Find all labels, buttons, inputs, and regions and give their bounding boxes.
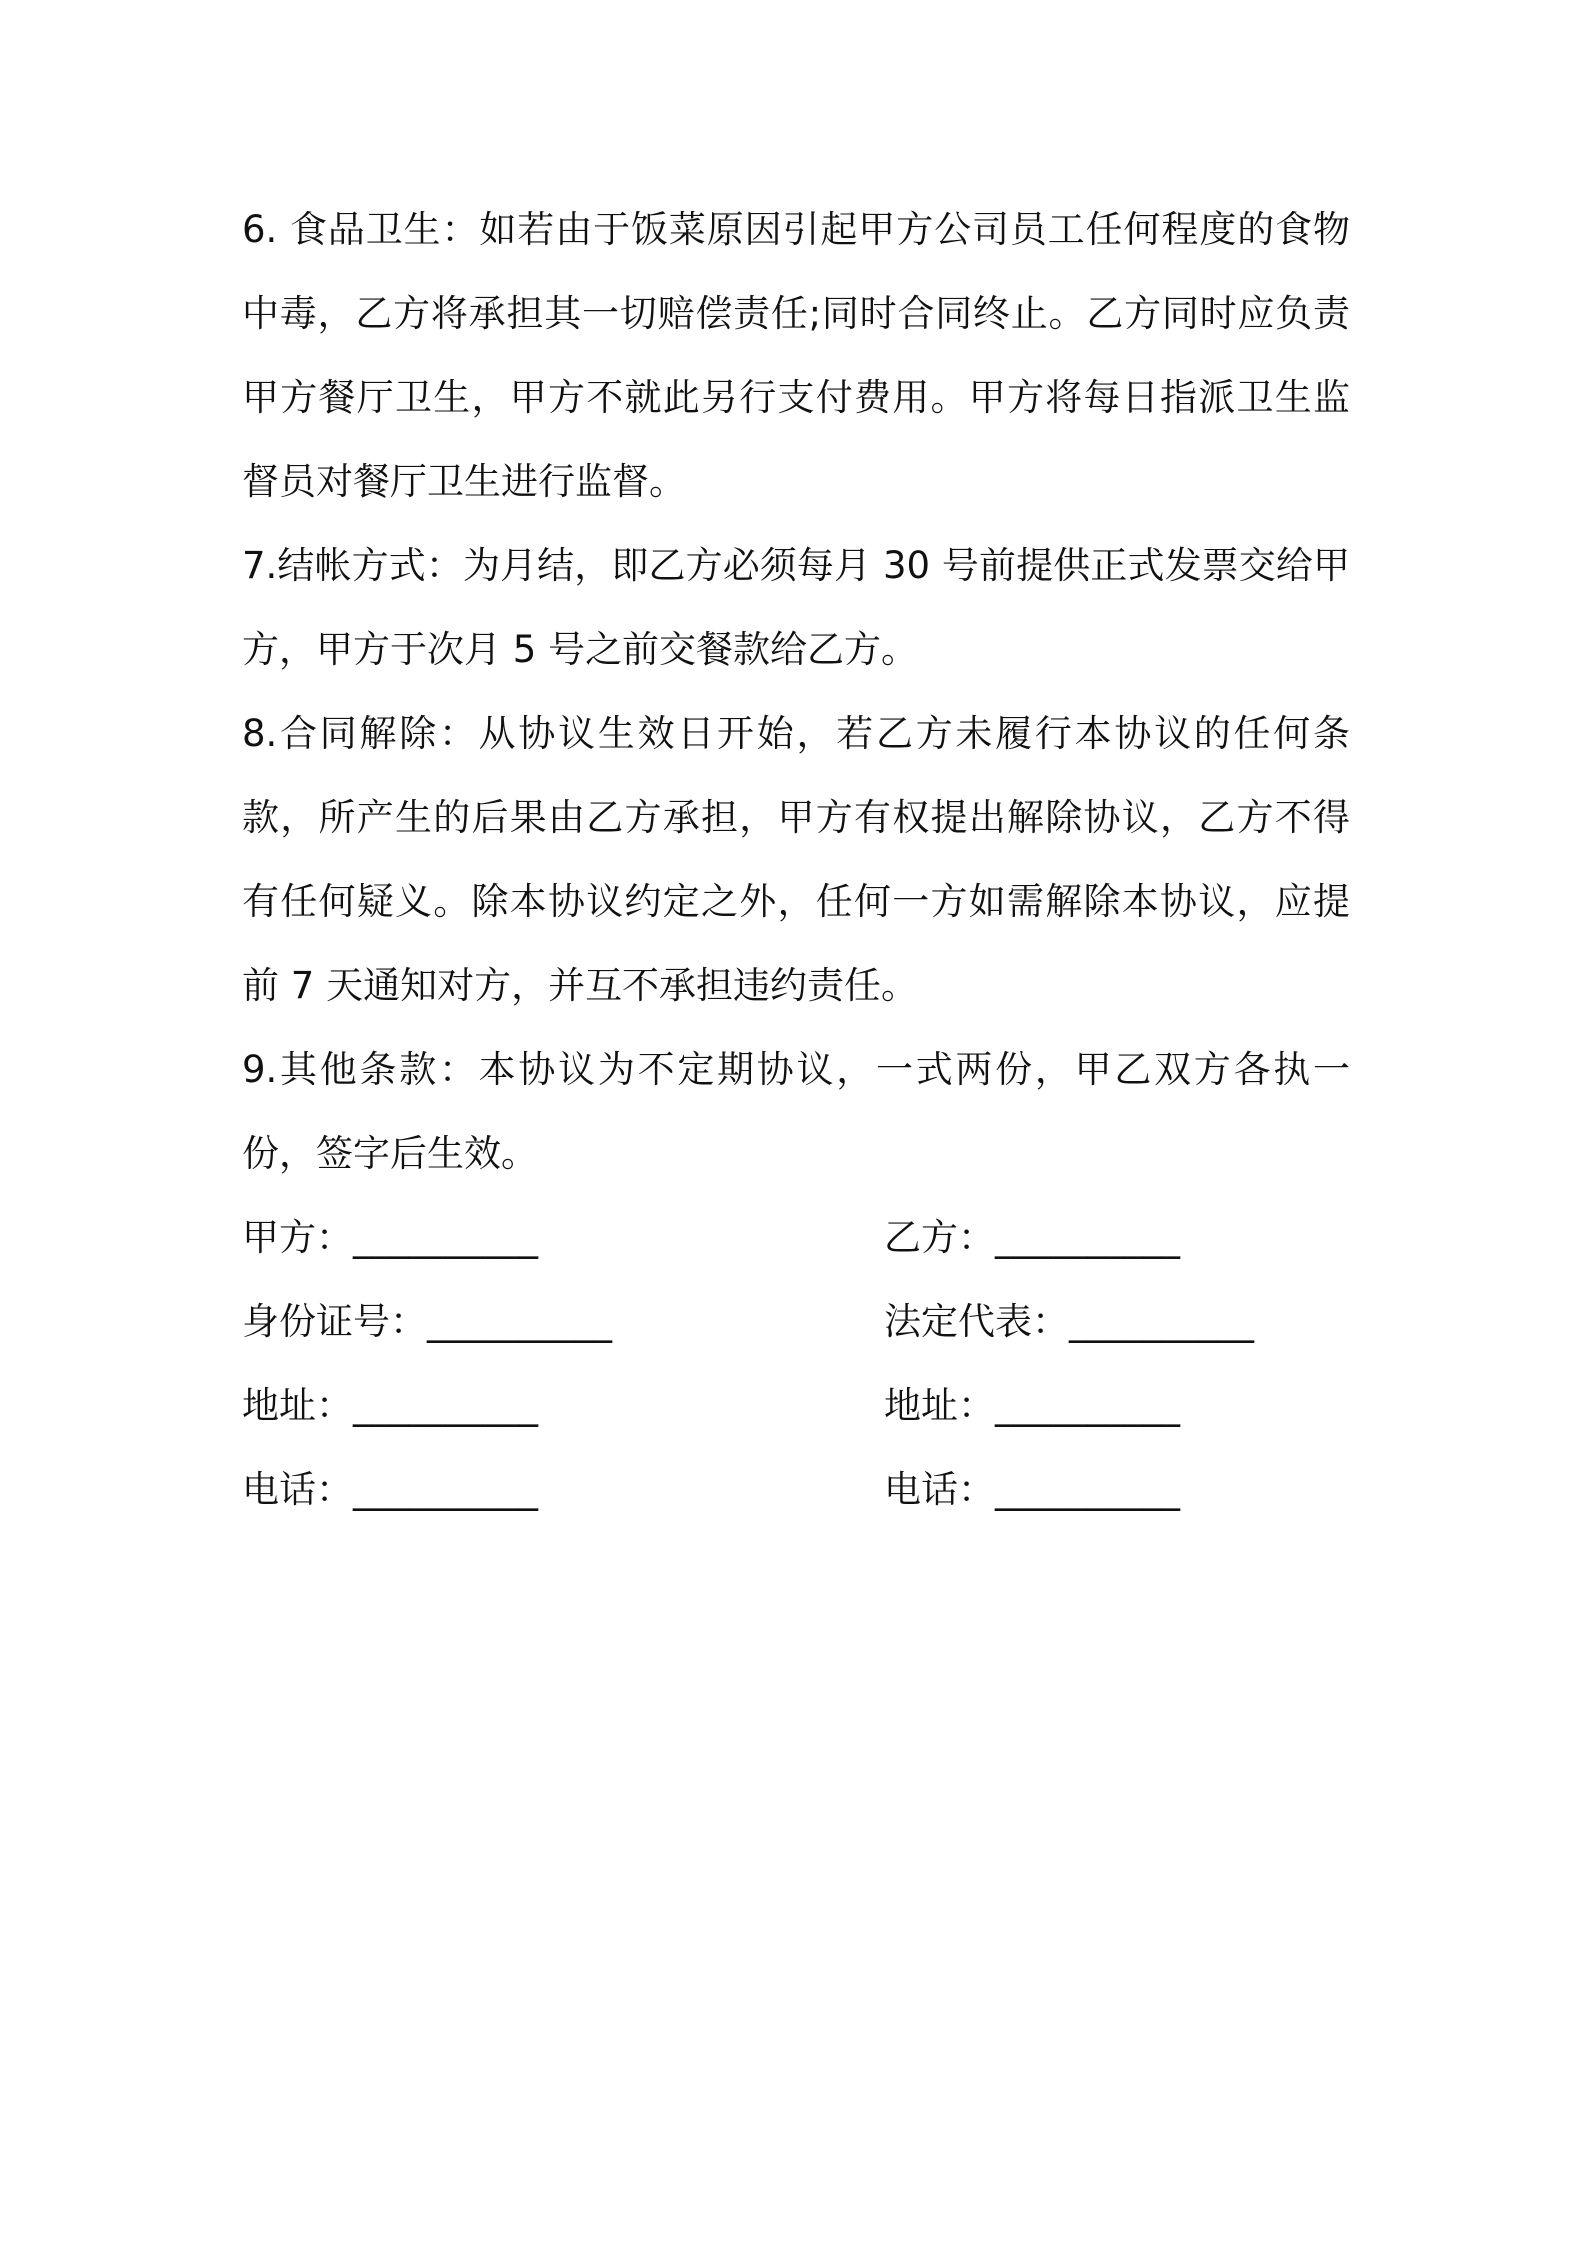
- party-b-representative-line: 法定代表：__________: [884, 1300, 1254, 1343]
- party-a-id-line: 身份证号：__________: [242, 1300, 612, 1343]
- party-b-address-line: 地址：__________: [884, 1384, 1180, 1427]
- clause-9-other-terms: 9.其他条款：本协议为不定期协议，一式两份，甲乙双方各执一份，签字后生效。: [242, 1048, 1350, 1175]
- signature-block: [242, 1196, 1350, 1532]
- document-body: [242, 188, 1350, 1532]
- party-b-phone-line: 电话：__________: [884, 1468, 1180, 1511]
- clause-6-food-hygiene: 6. 食品卫生：如若由于饭菜原因引起甲方公司员工任何程度的食物中毒，乙方将承担其一切赔偿责任;同时合同终止。乙方同时应负责甲方餐厅卫生，甲方不就此另行支付费用。甲方将每日指派卫生监督员对餐厅卫生进行监督。: [242, 208, 1350, 503]
- party-a-name-line: 甲方：__________: [242, 1216, 538, 1259]
- party-b-name-line: 乙方：__________: [884, 1216, 1180, 1259]
- clause-8-termination: 8.合同解除：从协议生效日开始，若乙方未履行本协议的任何条款，所产生的后果由乙方承担，甲方有权提出解除协议，乙方不得有任何疑义。除本协议约定之外，任何一方如需解除本协议，应提前 7 天通知对方，并互不承担违约责任。: [242, 712, 1350, 1007]
- party-a-address-line: 地址：__________: [242, 1384, 538, 1427]
- clause-7-settlement: 7.结帐方式：为月结，即乙方必须每月 30 号前提供正式发票交给甲方，甲方于次月 5 号之前交餐款给乙方。: [242, 544, 1350, 671]
- party-a-phone-line: 电话：__________: [242, 1468, 538, 1511]
